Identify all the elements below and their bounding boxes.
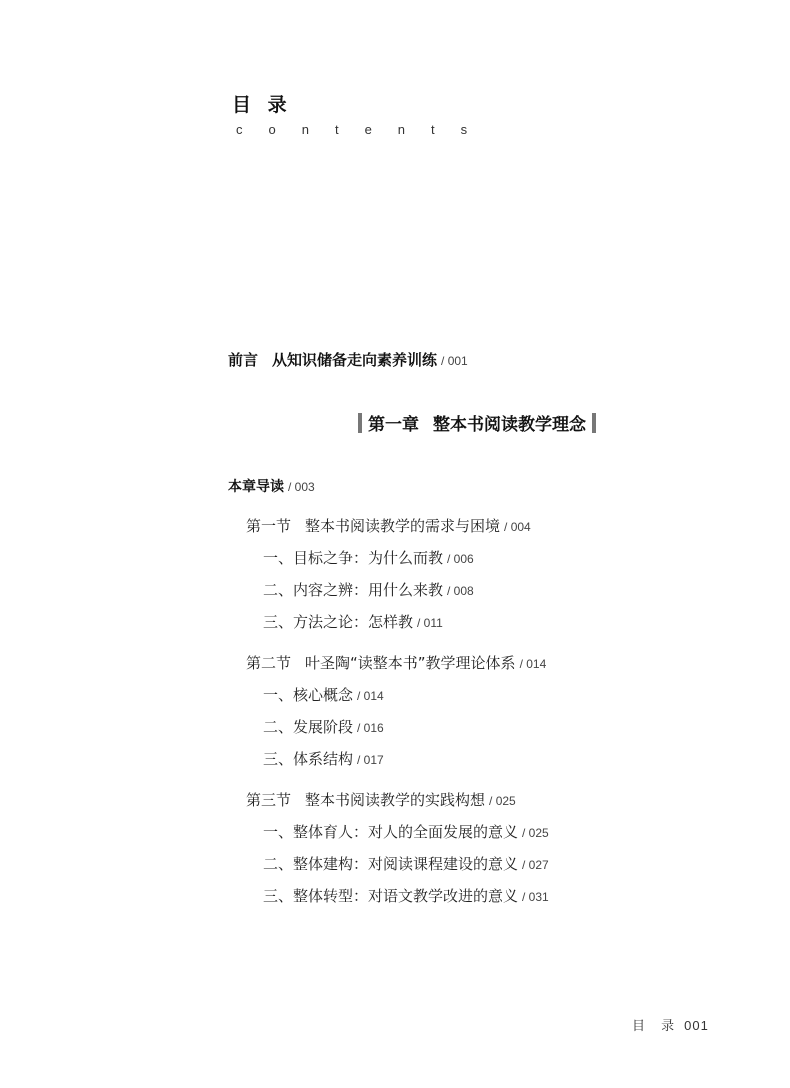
toc-item[interactable]: [263, 853, 549, 874]
toc-item[interactable]: [263, 885, 549, 906]
item-text: 二、整体建构：对阅读课程建设的意义: [263, 855, 519, 873]
chapter-left-bar: [358, 413, 362, 433]
section-title: 整本书阅读教学的需求与困境: [305, 517, 501, 535]
chapter-guide-label: 本章导读: [228, 479, 284, 495]
item-text: 三、方法之论：怎样教: [263, 613, 414, 631]
footer-page-number: 001: [684, 1018, 709, 1033]
item-page: / 027: [522, 858, 549, 872]
item-text: 二、发展阶段: [263, 718, 354, 736]
toc-section-2[interactable]: [246, 652, 546, 673]
preface-page: / 001: [441, 354, 468, 368]
section-title: 整本书阅读教学的实践构想: [305, 791, 486, 809]
item-page: / 008: [447, 584, 474, 598]
toc-item[interactable]: [263, 579, 474, 600]
section-page: / 014: [519, 657, 547, 671]
section-page: / 025: [489, 794, 516, 808]
section-title: 叶圣陶“读整本书”教学理论体系: [305, 654, 516, 672]
toc-section-3[interactable]: [246, 789, 516, 810]
item-text: 一、核心概念: [263, 686, 354, 704]
toc-chapter-guide[interactable]: [228, 476, 315, 496]
item-page: / 006: [447, 552, 474, 566]
item-text: 二、内容之辨：用什么来教: [263, 581, 444, 599]
toc-item[interactable]: [263, 716, 384, 737]
chapter-guide-page: / 003: [288, 480, 315, 494]
preface-label: 前言: [228, 351, 259, 369]
section-label: 第一节: [246, 517, 292, 535]
chapter-right-bar: [592, 413, 596, 433]
item-page: / 014: [357, 689, 384, 703]
chapter-title: 整本书阅读教学理念: [433, 415, 586, 435]
toc-item[interactable]: [263, 748, 384, 769]
item-text: 三、整体转型：对语文教学改进的意义: [263, 887, 519, 905]
item-text: 三、体系结构: [263, 750, 354, 768]
preface-title: 从知识储备走向素养训练: [272, 351, 438, 369]
chapter-heading[interactable]: [358, 410, 596, 435]
item-page: / 016: [357, 721, 384, 735]
chapter-label: 第一章: [368, 415, 419, 435]
item-page: / 011: [417, 616, 443, 630]
page-footer: [632, 1015, 709, 1034]
item-page: / 017: [357, 753, 384, 767]
page-title: 目 录: [232, 94, 292, 116]
toc-preface[interactable]: [228, 349, 468, 370]
toc-item[interactable]: [263, 684, 384, 705]
item-text: 一、整体育人：对人的全面发展的意义: [263, 823, 519, 841]
toc-item[interactable]: [263, 547, 474, 568]
toc-section-1[interactable]: [246, 515, 531, 536]
item-page: / 025: [522, 826, 549, 840]
item-text: 一、目标之争：为什么而教: [263, 549, 444, 567]
section-label: 第三节: [246, 791, 292, 809]
item-page: / 031: [522, 890, 549, 904]
toc-item[interactable]: [263, 611, 443, 632]
toc-item[interactable]: [263, 821, 549, 842]
footer-label: 目 录: [632, 1019, 681, 1034]
page-subtitle: contents: [236, 122, 494, 137]
section-page: / 004: [504, 520, 531, 534]
section-label: 第二节: [246, 654, 292, 672]
